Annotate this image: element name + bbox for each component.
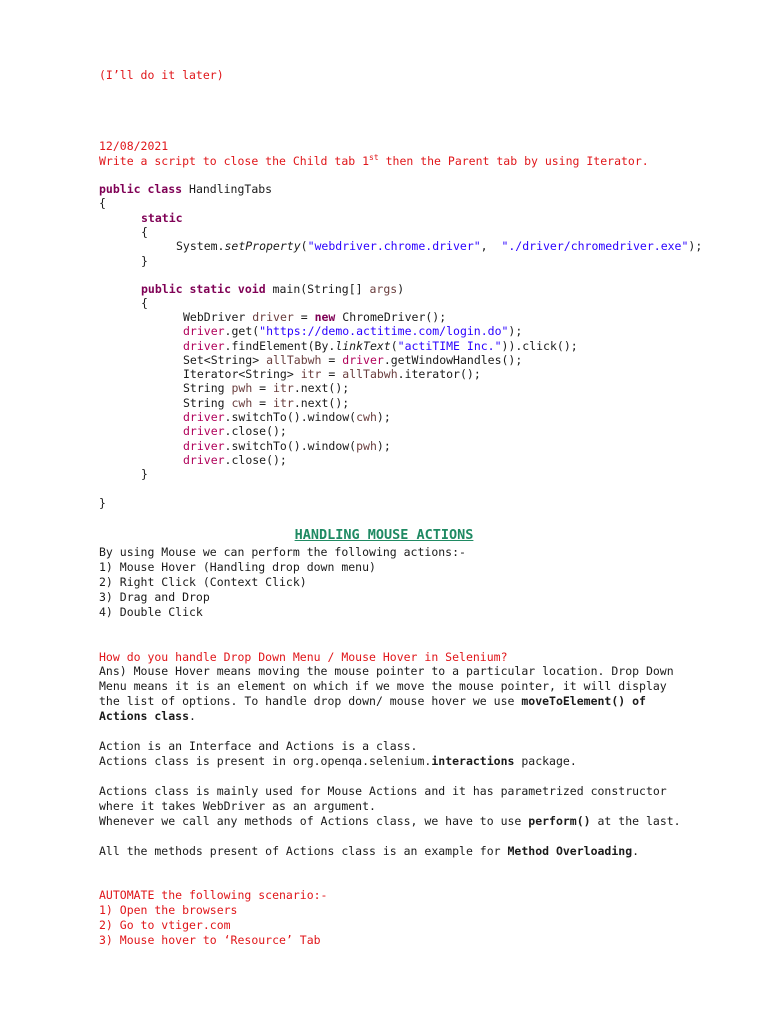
code-line: driver.close(); [183,453,287,467]
code-line: driver.findElement(By.linkText("actiTIME Inc.")).click(); [183,339,578,353]
brace: } [141,254,148,268]
brace: { [99,196,106,210]
code-line: Set<String> allTabwh = driver.getWindowHandles(); [183,353,523,367]
brace: } [141,467,148,481]
list-item: 3) Drag and Drop [99,590,210,604]
later-note: (I’ll do it later) [99,68,224,82]
static-keyword: static [141,211,183,225]
set-property-line: System.setProperty("webdriver.chrome.driver", "./driver/chromedriver.exe"); [176,239,703,253]
code-line: driver.switchTo().window(pwh); [183,439,391,453]
code-line: driver.switchTo().window(cwh); [183,410,391,424]
class-declaration: public class HandlingTabs [99,182,273,196]
main-signature: public static void main(String[] args) [141,282,405,296]
brace: { [141,225,148,239]
code-line: Iterator<String> itr = allTabwh.iterator(); [183,367,481,381]
list-item: 1) Mouse Hover (Handling drop down menu) [99,560,376,574]
answer-paragraph: Ans) Mouse Hover means moving the mouse pointer to a particular location. Drop Down Menu means it is an element on which if we move the mouse pointer, it will display the list of options. To handle drop down/ mouse hover we use moveToElement() of Actions class. [99,664,674,723]
paragraph: Actions class is mainly used for Mouse Actions and it has parametrized constructor where it takes WebDriver as an argument. [99,784,667,813]
paragraph: Actions class is present in org.openqa.selenium.interactions package. [99,754,577,768]
scenario-step: 3) Mouse hover to ‘Resource’ Tab [99,933,321,947]
list-item: 4) Double Click [99,605,203,619]
scenario-title: AUTOMATE the following scenario:- [99,888,328,902]
code-line: WebDriver driver = new ChromeDriver(); [183,310,447,324]
scenario-step: 1) Open the browsers [99,903,238,917]
code-line: driver.close(); [183,424,287,438]
intro-text: By using Mouse we can perform the following actions:- [99,545,466,559]
code-line: String pwh = itr.next(); [183,381,350,395]
scenario-step: 2) Go to vtiger.com [99,918,231,932]
section-heading: HANDLING MOUSE ACTIONS [294,527,474,543]
brace: } [99,496,106,510]
question: How do you handle Drop Down Menu / Mouse Hover in Selenium? [99,650,508,664]
brace: { [141,296,148,310]
code-line: driver.get("https://demo.actitime.com/login.do"); [183,324,523,338]
task-line: Write a script to close the Child tab 1st then the Parent tab by using Iterator. [99,153,649,168]
date: 12/08/2021 [99,139,169,153]
code-line: String cwh = itr.next(); [183,396,350,410]
paragraph: Whenever we call any methods of Actions class, we have to use perform() at the last. [99,814,681,828]
paragraph: All the methods present of Actions class is an example for Method Overloading. [99,844,640,858]
paragraph: Action is an Interface and Actions is a class. [99,739,418,753]
list-item: 2) Right Click (Context Click) [99,575,307,589]
